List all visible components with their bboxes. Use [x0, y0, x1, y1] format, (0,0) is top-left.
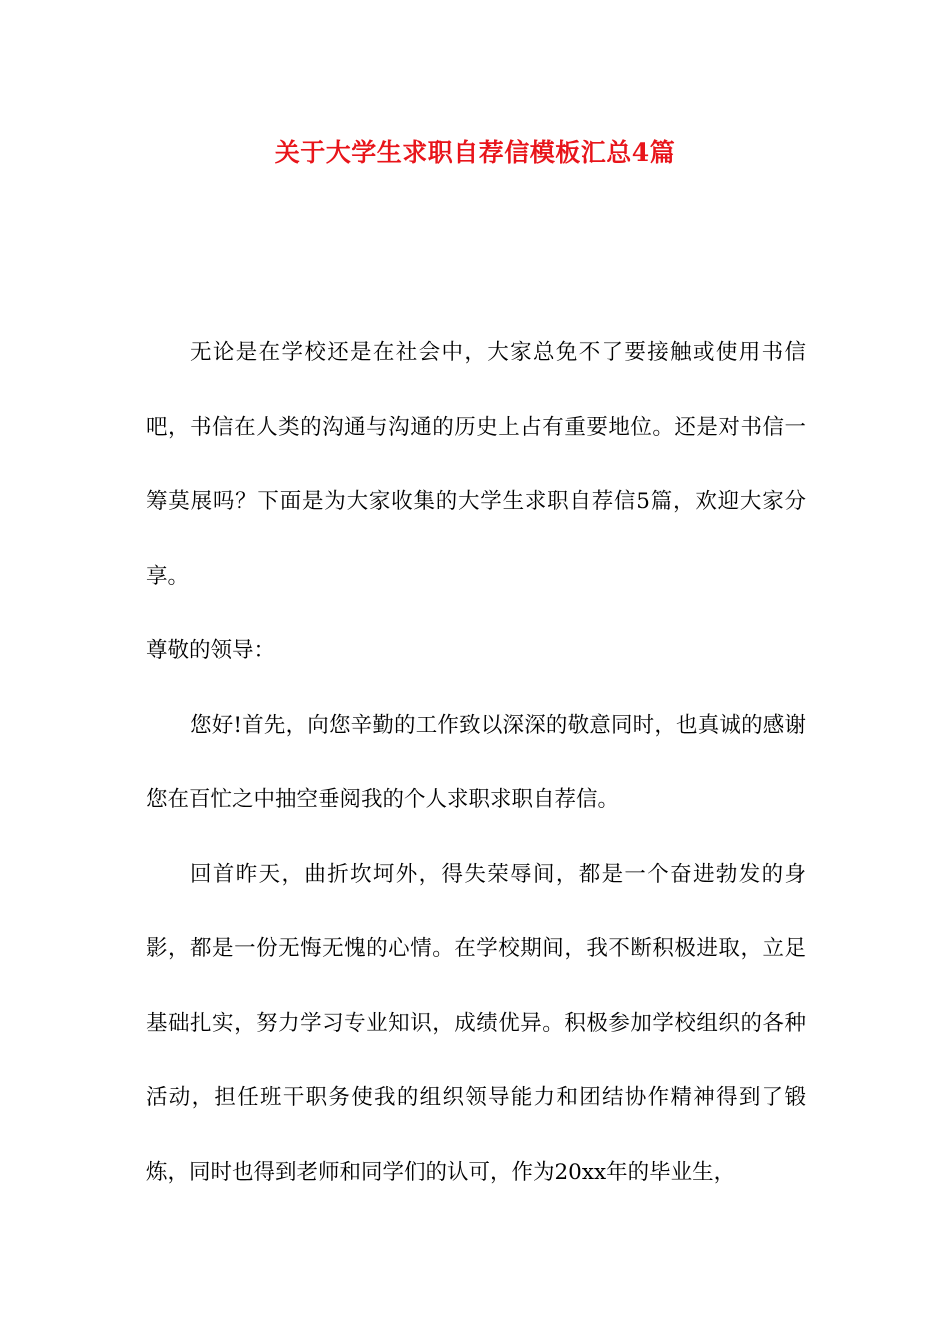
document-body	[146, 316, 806, 1210]
document-title: 关于大学生求职自荐信模板汇总4篇	[274, 138, 676, 167]
intro-paragraph: 无论是在学校还是在社会中，大家总免不了要接触或使用书信吧，书信在人类的沟通与沟通的历史上占有重要地位。还是对书信一筹莫展吗？下面是为大家收集的大学生求职自荐信5篇，欢迎大家分享。	[146, 340, 806, 589]
body-paragraph: 回首昨天，曲折坎坷外，得失荣辱间，都是一个奋进勃发的身影，都是一份无悔无愧的心情。在学校期间，我不断积极进取，立足基础扎实，努力学习专业知识，成绩优异。积极参加学校组织的各种活动，担任班干职务使我的组织领导能力和团结协作精神得到了锻炼，同时也得到老师和同学们的认可，作为20xx年的毕业生，	[146, 861, 806, 1185]
salutation: 尊敬的领导：	[146, 638, 276, 663]
greeting-paragraph: 您好!首先，向您辛勤的工作致以深深的敬意同时，也真诚的感谢您在百忙之中抽空垂阅我的个人求职求职自荐信。	[146, 712, 806, 812]
